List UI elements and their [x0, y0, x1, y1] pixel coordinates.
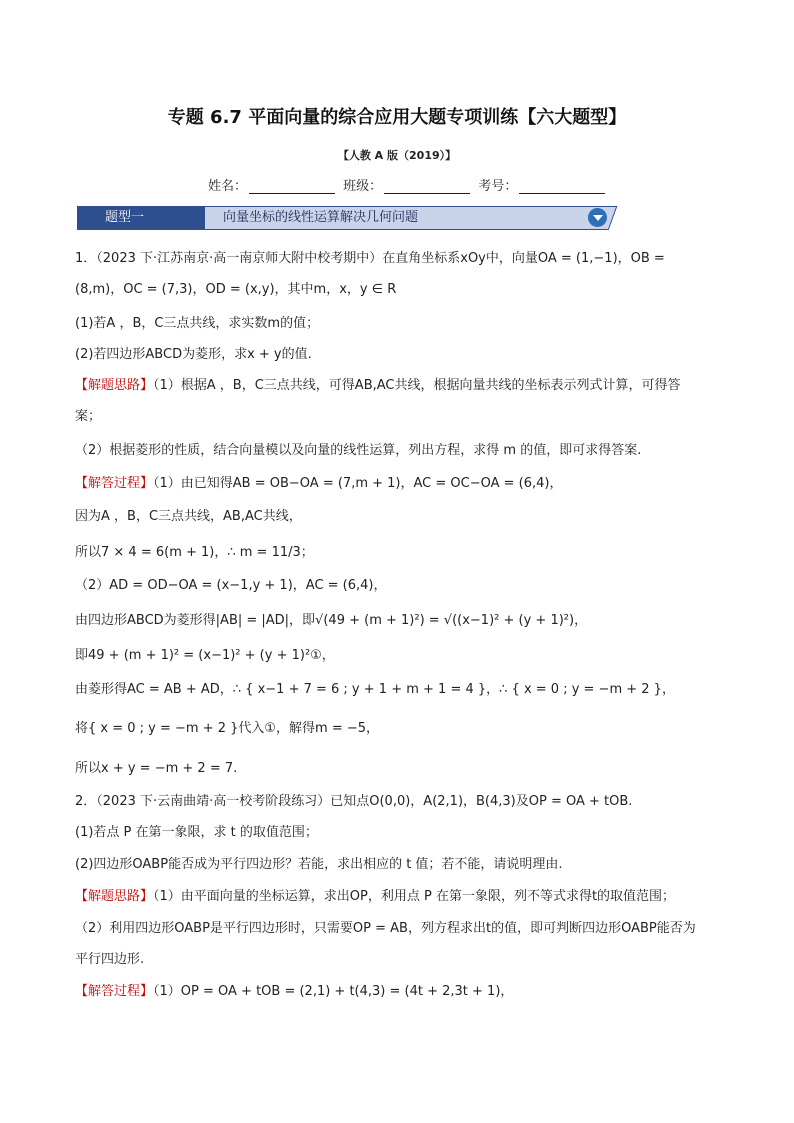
id-label: 考号：: [478, 179, 518, 194]
answer-section-label: 【解题思路】: [75, 378, 154, 393]
answer-section-label: 【解题思路】: [75, 889, 154, 904]
body-line: 平行四边形.: [75, 952, 145, 967]
name-label: 姓名：: [208, 179, 248, 194]
body-line: [75, 377, 681, 395]
body-line: 由四边形ABCD为菱形得|AB| = |AD|，即√(49 + (m + 1)²) = √((x−1)² + (y + 1)²)，: [75, 613, 588, 628]
body-line: （2）AD = OD−OA = (x−1,y + 1)，AC = (6,4)，: [75, 578, 387, 593]
body-line: (1)若点 P 在第一象限，求 t 的取值范围；: [75, 825, 318, 840]
body-line: 案；: [75, 409, 102, 424]
document-title: 专题 6.7 平面向量的综合应用大题专项训练【六大题型】: [167, 107, 627, 128]
body-line: （2）根据菱形的性质，结合向量模以及向量的线性运算，列出方程，求得 m 的值，即可求得答案.: [75, 443, 642, 458]
section-banner: [77, 206, 613, 230]
class-blank: [384, 179, 470, 194]
body-line-text: （1）OP = OA + tOB = (2,1) + t(4,3) = (4t + 2,3t + 1)，: [153, 984, 514, 999]
body-line: (1)若A ，B，C三点共线，求实数m的值；: [75, 316, 320, 331]
body-line: (2)若四边形ABCD为菱形，求x + y的值.: [75, 347, 312, 362]
body-line: 因为A ，B，C三点共线，AB,AC共线，: [75, 509, 302, 524]
body-line: 所以x + y = −m + 2 = 7.: [75, 761, 238, 776]
edition-subtitle: 【人教 A 版（2019）】: [337, 149, 457, 162]
body-line-text: （1）由已知得AB = OB−OA = (7,m + 1)，AC = OC−OA = (6,4)，: [153, 476, 563, 491]
body-line-text: （1）由平面向量的坐标运算，求出OP，利用点 P 在第一象限，列不等式求得t的取值范围；: [153, 889, 676, 904]
body-line: 由菱形得AC = AB + AD，∴ { x−1 + 7 = 6 ; y + 1 + m + 1 = 4 }，∴ { x = 0 ; y = −m + 2 }，: [75, 682, 675, 697]
body-line: (8,m)，OC = (7,3)，OD = (x,y)，其中m，x，y ∈ R: [75, 282, 397, 297]
body-line: （2）利用四边形OABP是平行四边形时，只需要OP = AB，列方程求出t的值，即可判断四边形OABP能否为: [75, 921, 696, 936]
section-title: 向量坐标的线性运算解决几何问题: [223, 210, 419, 225]
section-tag: 题型一: [77, 206, 205, 230]
body-line: [75, 475, 562, 493]
id-blank: [519, 179, 605, 194]
body-line: 所以7 × 4 = 6(m + 1)，∴ m = 11/3；: [75, 545, 314, 560]
name-blank: [249, 179, 335, 194]
body-line-text: （1）根据A ，B，C三点共线，可得AB,AC共线，根据向量共线的坐标表示列式计算，可得答: [153, 378, 681, 393]
body-line: 1．（2023 下·江苏南京·高一南京师大附中校考期中）在直角坐标系xOy中，向量OA = (1,−1)，OB =: [75, 251, 665, 266]
class-label: 班级：: [343, 179, 383, 194]
student-info-row: [208, 175, 609, 194]
answer-section-label: 【解答过程】: [75, 984, 154, 999]
body-line: 将{ x = 0 ; y = −m + 2 }代入①，解得m = −5，: [75, 721, 380, 736]
body-line: 2．（2023 下·云南曲靖·高一校考阶段练习）已知点O(0,0)，A(2,1)，B(4,3)及OP = OA + tOB.: [75, 794, 633, 809]
body-line: (2)四边形OABP能否成为平行四边形？若能，求出相应的 t 值；若不能，请说明理由.: [75, 857, 563, 872]
body-line: [75, 888, 675, 906]
body-line: [75, 983, 513, 1001]
chevron-down-icon[interactable]: [588, 208, 607, 227]
answer-section-label: 【解答过程】: [75, 476, 154, 491]
body-line: 即49 + (m + 1)² = (x−1)² + (y + 1)²①，: [75, 648, 335, 663]
